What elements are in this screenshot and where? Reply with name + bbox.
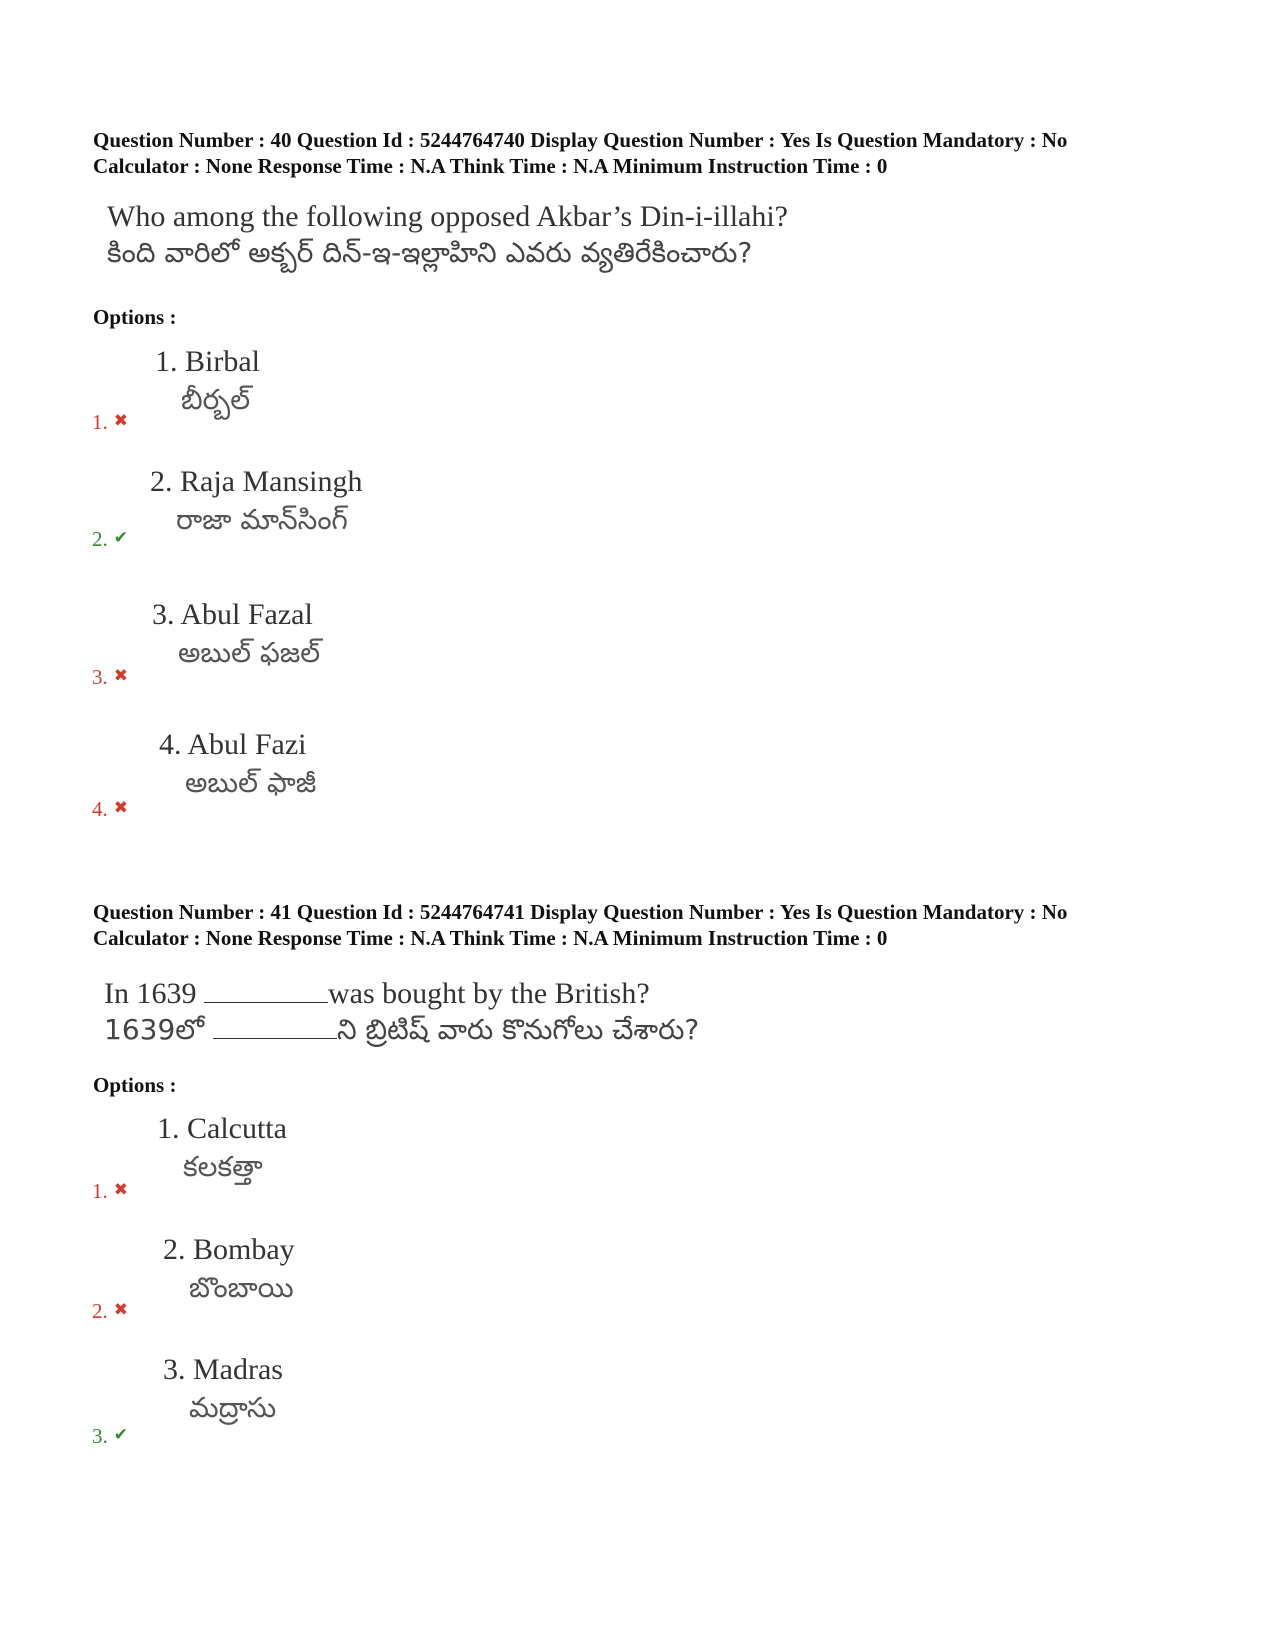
question-40-text — [107, 200, 788, 276]
check-icon: ✔ — [113, 1425, 128, 1445]
option-text-en: 1. Calcutta — [157, 1112, 287, 1145]
options-label: Options : — [93, 305, 177, 329]
option-3-marker — [92, 1424, 128, 1449]
option-text-en: 2. Bombay — [163, 1233, 295, 1266]
option-1[interactable] — [157, 1112, 287, 1190]
cross-icon: ✖ — [113, 1180, 128, 1200]
option-2[interactable] — [150, 465, 362, 543]
option-4[interactable] — [159, 728, 316, 806]
question-text-en: Who among the following opposed Akbar’s Din-i-illahi? — [107, 200, 788, 233]
blank-line — [213, 1016, 337, 1039]
option-3[interactable] — [163, 1353, 283, 1431]
option-number: 2. — [92, 527, 108, 551]
cross-icon: ✖ — [113, 666, 128, 686]
option-number: 1. — [92, 410, 108, 434]
option-1-marker — [92, 1179, 128, 1204]
option-4-marker — [92, 797, 128, 822]
option-1[interactable] — [155, 345, 260, 423]
check-icon: ✔ — [113, 528, 128, 548]
option-number: 3. — [92, 1424, 108, 1448]
option-text-te: రాజా మాన్‌సింగ్ — [176, 503, 348, 536]
option-text-en: 3. Abul Fazal — [152, 598, 313, 631]
option-text-te: అబుల్ ఫాజీ — [185, 766, 317, 799]
question-text-te: కింది వారిలో అక్బర్ దిన్-ఇ-ఇల్లాహిని ఎవరు వ్యతిరేకించారు? — [107, 236, 753, 269]
meta-line-2: Calculator : None Response Time : N.A Think Time : N.A Minimum Instruction Time : 0 — [93, 154, 888, 178]
option-text-en: 1. Birbal — [155, 345, 260, 378]
cross-icon: ✖ — [113, 1300, 128, 1320]
meta-line-1: Question Number : 40 Question Id : 5244764740 Display Question Number : Yes Is Question Mandatory : No — [93, 128, 1068, 152]
question-text-en — [104, 977, 699, 1011]
question-41-meta — [93, 899, 1067, 951]
option-2-marker — [92, 527, 128, 552]
option-number: 1. — [92, 1179, 108, 1203]
option-3-marker — [92, 665, 128, 690]
question-text-te — [104, 1013, 699, 1053]
question-41-text — [104, 977, 699, 1053]
cross-icon: ✖ — [113, 798, 128, 818]
blank-line — [204, 980, 328, 1003]
question-text-te-before: 1639లో — [104, 1013, 205, 1046]
option-number: 4. — [92, 797, 108, 821]
question-text-en-after: was bought by the British? — [328, 977, 650, 1010]
meta-line-1: Question Number : 41 Question Id : 5244764741 Display Question Number : Yes Is Question Mandatory : No — [93, 900, 1068, 924]
question-40-meta — [93, 127, 1067, 179]
option-number: 2. — [92, 1299, 108, 1323]
option-1-marker — [92, 410, 128, 435]
option-text-te: అబుల్ ఫజల్ — [178, 636, 321, 669]
option-text-te: మద్రాసు — [189, 1391, 277, 1424]
cross-icon: ✖ — [113, 411, 128, 431]
option-3[interactable] — [152, 598, 320, 676]
option-2-marker — [92, 1299, 128, 1324]
option-number: 3. — [92, 665, 108, 689]
options-label: Options : — [93, 1073, 177, 1097]
option-2[interactable] — [163, 1233, 295, 1311]
question-text-te-after: ని బ్రిటిష్ వారు కొనుగోలు చేశారు? — [336, 1013, 700, 1046]
option-text-te: బొంబాయి — [189, 1271, 294, 1304]
question-text-en-before: In 1639 — [104, 977, 197, 1010]
option-text-en: 4. Abul Fazi — [159, 728, 307, 761]
option-text-en: 2. Raja Mansingh — [150, 465, 363, 498]
option-text-en: 3. Madras — [163, 1353, 283, 1386]
option-text-te: బీర్బల్ — [181, 383, 251, 416]
meta-line-2: Calculator : None Response Time : N.A Think Time : N.A Minimum Instruction Time : 0 — [93, 926, 888, 950]
option-text-te: కలకత్తా — [183, 1150, 263, 1183]
